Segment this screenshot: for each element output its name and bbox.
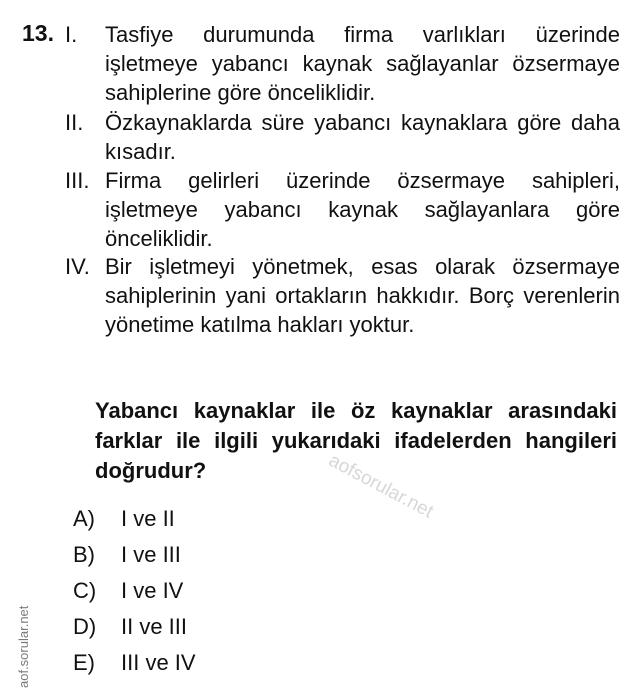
- option-text: II ve III: [121, 614, 188, 639]
- statement-numeral: III.: [65, 168, 90, 193]
- option-e[interactable]: [70, 648, 196, 684]
- statement-numeral: IV.: [65, 254, 90, 279]
- option-b[interactable]: [70, 540, 196, 576]
- option-d[interactable]: [70, 612, 196, 648]
- statement-4: [65, 252, 620, 339]
- option-a[interactable]: [70, 504, 196, 540]
- answer-options: [70, 504, 196, 684]
- option-text: I ve IV: [121, 578, 184, 603]
- statement-3: [65, 166, 620, 253]
- statement-numeral: II.: [65, 110, 84, 135]
- statement-2: [65, 108, 620, 166]
- statement-text: Firma gelirleri üzerinde özsermaye sahipleri, işletmeye yabancı kaynak sağlayanlara göre önceliklidir.: [105, 168, 620, 251]
- statement-1: [65, 20, 620, 107]
- option-text: III ve IV: [121, 650, 196, 675]
- statement-text: Tasfiye durumunda firma varlıkları üzerinde işletmeye yabancı kaynak sağlayanlar özsermaye sahiplerine göre önceliklidir.: [105, 22, 620, 105]
- watermark-side: aof.sorular.net: [16, 605, 31, 688]
- option-letter: D): [73, 614, 97, 639]
- option-letter: E): [73, 650, 95, 675]
- statement-text: Özkaynaklarda süre yabancı kaynaklara göre daha kısadır.: [105, 110, 620, 164]
- watermark-diagonal: aofsorular.net: [325, 450, 437, 523]
- option-c[interactable]: [70, 576, 196, 612]
- question-stem: Yabancı kaynaklar ile öz kaynaklar arasındaki farklar ile ilgili yukarıdaki ifadelerden hangileri doğrudur?: [95, 398, 617, 483]
- option-letter: B): [73, 542, 95, 567]
- option-text: I ve III: [121, 542, 181, 567]
- statement-text: Bir işletmeyi yönetmek, esas olarak özsermaye sahiplerinin yani ortakların hakkıdır. Borç verenlerin yönetime katılma hakları yoktur.: [105, 254, 620, 337]
- question-number: 13.: [22, 20, 54, 46]
- option-text: I ve II: [121, 506, 175, 531]
- option-letter: A): [73, 506, 95, 531]
- statement-numeral: I.: [65, 22, 78, 47]
- option-letter: C): [73, 578, 97, 603]
